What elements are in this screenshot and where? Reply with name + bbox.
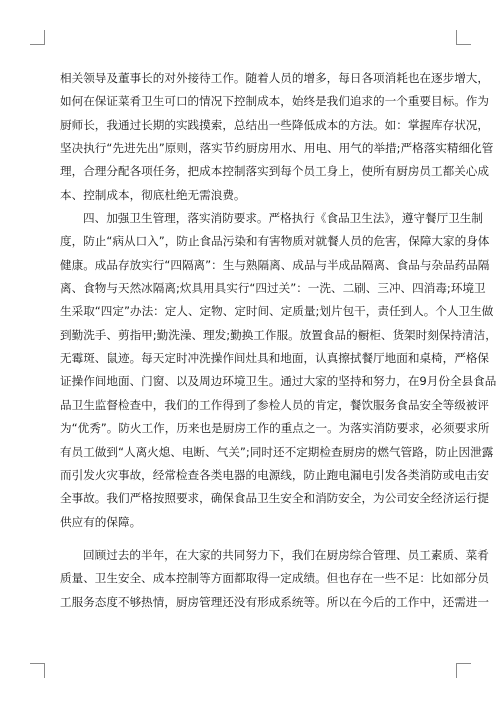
text-line: 全事故。我们严格按照要求，确保食品卫生安全和消防安全，为公司安全经济运行提	[60, 491, 489, 506]
text-line: 相关领导及董事长的对外接待工作。随着人员的增多，每日各项消耗也在逐步增大，	[60, 71, 489, 85]
text-line: 而引发火灾事故，经常检查各类电器的电源线，防止跑电漏电引发各类消防或电击安	[60, 467, 489, 482]
crop-mark-bottom-left	[30, 663, 45, 678]
text-line: 生采取“四定”办法：定人、定物、定时间、定质量;划片包干，责任到人。个人卫生做	[60, 304, 494, 319]
crop-mark-bottom-right	[456, 663, 471, 678]
text-line: 坚决执行“先进先出”原则，落实节约厨房用水、用电、用气的举措;严格落实精细化管	[60, 141, 494, 156]
text-line: 证操作间地面、门窗、以及周边环境卫生。通过大家的坚持和努力，在9月份全县食品	[60, 374, 497, 389]
document-body	[60, 67, 497, 614]
text-line: 离、食物与天然冰隔离;炊具用具实行“四过关”：一洗、二刷、三冲、四消毒;环境卫	[60, 281, 486, 296]
crop-mark-top-left	[30, 30, 45, 45]
text-line: 为“优秀”。防火工作，历来也是厨房工作的重点之一。为落实消防要求，必须要求所	[60, 421, 490, 436]
text-line: 到勤洗手、剪指甲;勤洗澡、理发;勤换工作服。放置食品的橱柜、货架时刻保持清洁，	[60, 327, 497, 342]
paragraph-gap	[60, 534, 440, 544]
paragraph-hygiene-fire-safety	[60, 207, 497, 534]
text-line: 无霉斑、鼠迹。每天定时冲洗操作间灶具和地面，认真擦拭餐厅地面和桌椅，严格保	[60, 351, 489, 366]
paragraph-review	[60, 544, 489, 614]
text-line: 供应有的保障。	[60, 514, 142, 529]
crop-mark-top-right	[456, 30, 471, 45]
text-line: 度，防止“病从口入”，防止食品污染和有害物质对就餐人员的危害，保障大家的身体	[60, 234, 490, 249]
text-line: 品卫生监督检查中，我们的工作得到了参检人员的肯定，餐饮服务食品安全等级被评	[60, 397, 489, 412]
text-line: 理，合理分配各项任务，把成本控制落实到每个员工身上，使所有厨房员工都关心成	[60, 164, 489, 179]
text-line: 本、控制成本，彻底杜绝无需浪费。	[60, 187, 246, 202]
text-line: 四、加强卫生管理，落实消防要求。严格执行《食品卫生法》，遵守餐厅卫生制	[83, 211, 483, 226]
text-line: 如何在保证菜肴卫生可口的情况下控制成本，始终是我们追求的一个重要目标。作为	[60, 94, 489, 109]
text-line: 厨师长，我通过长期的实践摸索，总结出一些降低成本的方法。如：掌握库存状况，	[60, 117, 489, 132]
text-line: 健康。成品存放实行“四隔离”：生与熟隔离、成品与半成品隔离、食品与杂品药品隔	[60, 257, 490, 272]
text-line: 回顾过去的半年，在大家的共同努力下，我们在厨房综合管理、员工素质、菜肴	[83, 547, 489, 562]
text-line: 有员工做到“人离火熄、电断、气关”;同时还不定期检查厨房的燃气管路，防止因泄露	[60, 444, 494, 459]
paragraph-cost-control	[60, 67, 494, 207]
text-line: 质量、卫生安全、成本控制等方面都取得一定成绩。但也存在一些不足：比如部分员	[60, 571, 489, 586]
text-line: 工服务态度不够热情，厨房管理还没有形成系统等。所以在今后的工作中，还需进一	[60, 594, 489, 609]
